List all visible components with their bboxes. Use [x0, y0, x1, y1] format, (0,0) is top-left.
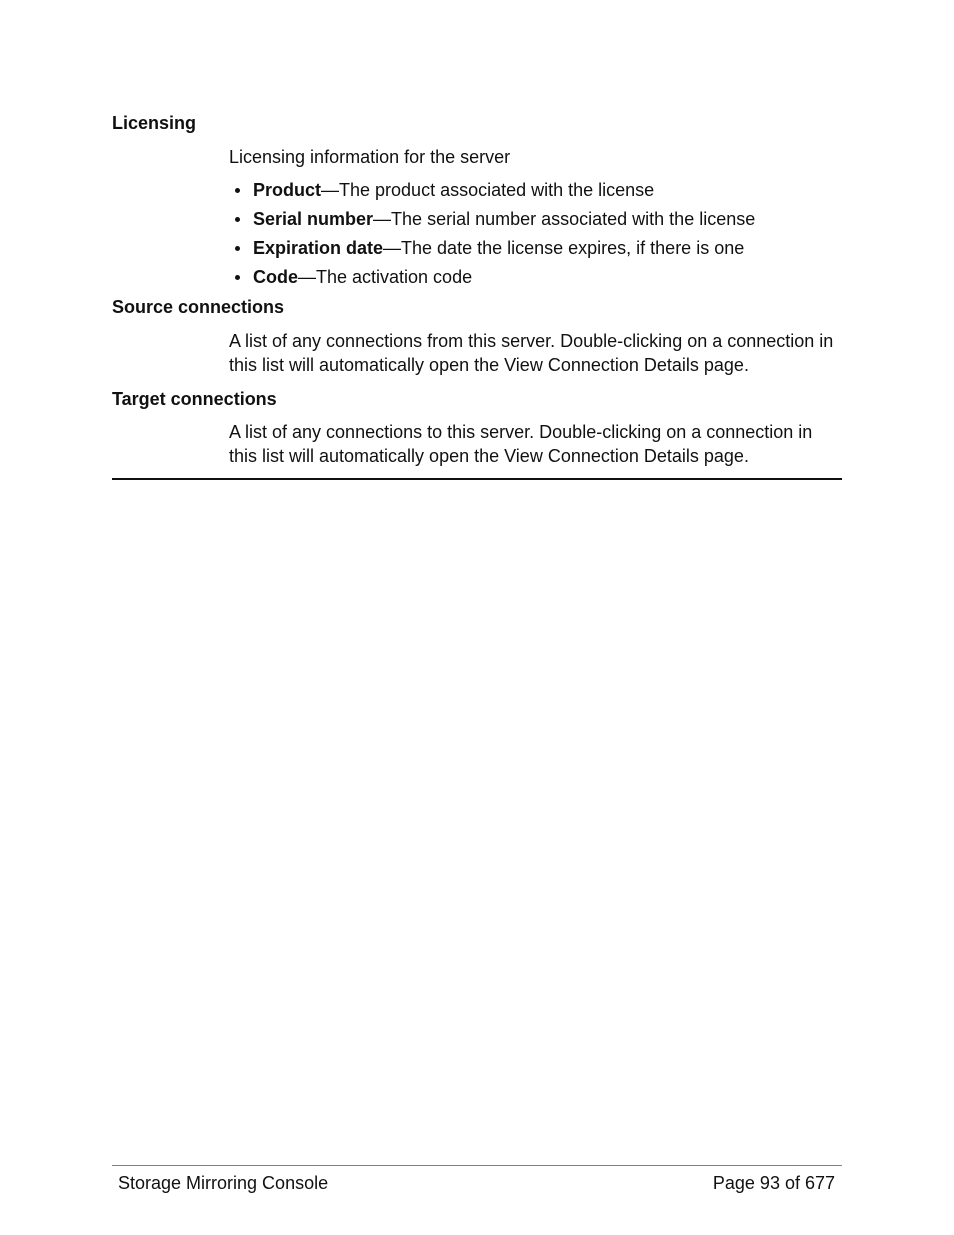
bullet-icon: [235, 246, 240, 251]
item-label: Serial number: [253, 209, 374, 229]
item-label: Product: [253, 180, 322, 200]
bullet-icon: [235, 188, 240, 193]
licensing-list: [229, 178, 841, 294]
item-label: Expiration date: [253, 238, 384, 258]
list-item: [229, 236, 841, 265]
item-text: —The activation code: [298, 267, 473, 287]
list-item: [229, 207, 841, 236]
licensing-intro: Licensing information for the server: [229, 147, 511, 167]
target-connections-description: A list of any connections to this server. Double-clicking on a connection in this list will automatically open the View Connection Details page.: [229, 422, 813, 466]
list-item: [229, 265, 841, 294]
item-text: —The date the license expires, if there is one: [383, 238, 745, 258]
item-label: Code: [253, 267, 298, 287]
footer-divider: [112, 1165, 842, 1166]
footer-title: Storage Mirroring Console: [118, 1173, 329, 1193]
list-item: [229, 178, 841, 207]
bullet-icon: [235, 217, 240, 222]
item-text: —The product associated with the license: [321, 180, 655, 200]
source-connections-term: Source connections: [112, 297, 285, 317]
target-connections-term: Target connections: [112, 389, 277, 409]
page-number: Page 93 of 677: [712, 1173, 835, 1193]
section-divider: [112, 478, 842, 480]
item-text: —The serial number associated with the license: [373, 209, 756, 229]
source-connections-description: A list of any connections from this server. Double-clicking on a connection in this list will automatically open the View Connection Details page.: [229, 331, 834, 375]
licensing-term: Licensing: [112, 113, 197, 133]
bullet-icon: [235, 275, 240, 280]
